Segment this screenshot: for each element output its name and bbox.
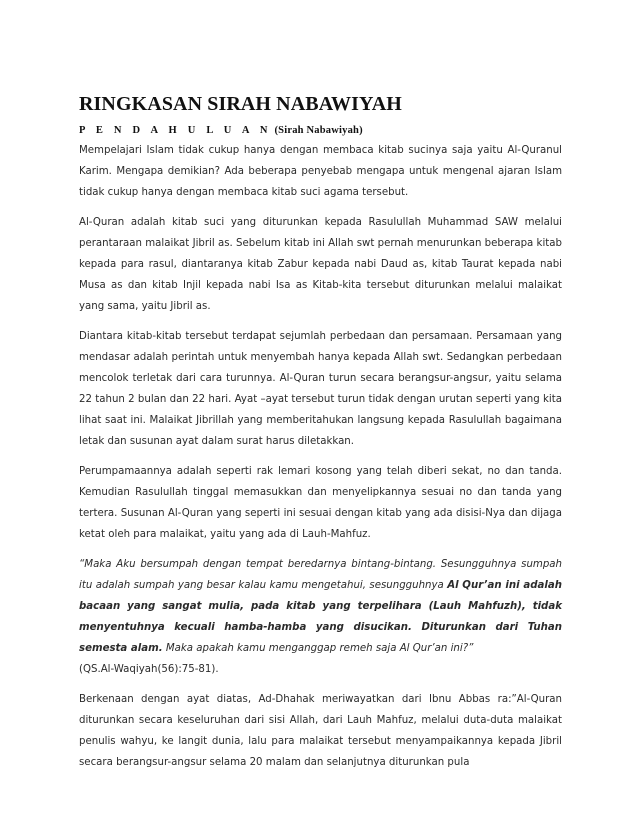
section-heading-rest: (Sirah Nabawiyah) [271, 125, 363, 136]
quote-citation: (QS.Al-Waqiyah(56):75-81). [79, 664, 219, 675]
document-page [79, 92, 562, 773]
paragraph-4: Perumpamaannya adalah seperti rak lemari kosong yang telah diberi sekat, no dan tanda. Kemudian Rasulullah tinggal memasukkan dan menyelipkannya sesuai no dan tanda yang tertera. Susunan Al-Quran yang seperti ini sesuai dengan kitab yang ada disisi-Nya dan dijaga ketat oleh para malaikat, yaitu yang ada di Lauh-Mahfuz. [79, 466, 562, 540]
section-heading-spaced: P E N D A H U L U A N [79, 125, 272, 136]
quote-italic: “Maka Aku bersumpah dengan tempat beredarnya bintang-bintang. Sesungguhnya sumpah itu adalah sumpah yang besar kalau kamu mengetahui, sesungguhnya [79, 559, 562, 591]
document-title: RINGKASAN SIRAH NABAWIYAH [79, 93, 402, 115]
paragraph-1: Mempelajari Islam tidak cukup hanya dengan membaca kitab sucinya saja yaitu Al-Quranul Karim. Mengapa demikian? Ada beberapa penyebab mengapa untuk mengenal ajaran Islam tidak cukup hanya dengan membaca kitab suci agama tersebut. [79, 145, 562, 198]
quote-bold: Al Qur’an ini adalah bacaan yang sangat mulia, pada kitab yang terpelihara (Lauh Mahfuzh), tidak menyentuhnya kecuali hamba-hamba yang disucikan. Diturunkan dari Tuhan semesta alam. [79, 580, 562, 654]
section-heading [79, 124, 562, 138]
paragraph-3: Diantara kitab-kitab tersebut terdapat sejumlah perbedaan dan persamaan. Persamaan yang mendasar adalah perintah untuk menyembah hanya kepada Allah swt. Sedangkan perbedaan mencolok terletak dari cara turunnya. Al-Quran turun secara berangsur-angsur, yaitu selama 22 tahun 2 bulan dan 22 hari. Ayat –ayat tersebut turun tidak dengan urutan seperti yang kita lihat saat ini. Malaikat Jibrillah yang memberitahukan langsung kepada Rasulullah bagaimana letak dan susunan ayat dalam surat harus diletakkan. [79, 331, 562, 447]
paragraph-2: Al-Quran adalah kitab suci yang diturunkan kepada Rasulullah Muhammad SAW melalui perantaraan malaikat Jibril as. Sebelum kitab ini Allah swt pernah menurunkan beberapa kitab kepada para rasul, diantaranya kitab Zabur kepada nabi Daud as, kitab Taurat kepada nabi Musa as dan kitab Injil kepada nabi Isa as Kitab-kita tersebut diturunkan melalui malaikat yang sama, yaitu Jibril as. [79, 217, 562, 312]
quote-italic-end: Maka apakah kamu menganggap remeh saja Al Qur’an ini?” [162, 643, 474, 654]
paragraph-closing: Berkenaan dengan ayat diatas, Ad-Dhahak meriwayatkan dari Ibnu Abbas ra:”Al-Quran diturunkan secara keseluruhan dari sisi Allah, dari Lauh Mahfuz, melalui duta-duta malaikat penulis wahyu, ke langit dunia, lalu para malaikat tersebut menyampaikannya kepada Jibril secara berangsur-angsur selama 20 malam dan selanjutnya diturunkan pula [79, 694, 562, 768]
quran-quote [79, 554, 562, 680]
